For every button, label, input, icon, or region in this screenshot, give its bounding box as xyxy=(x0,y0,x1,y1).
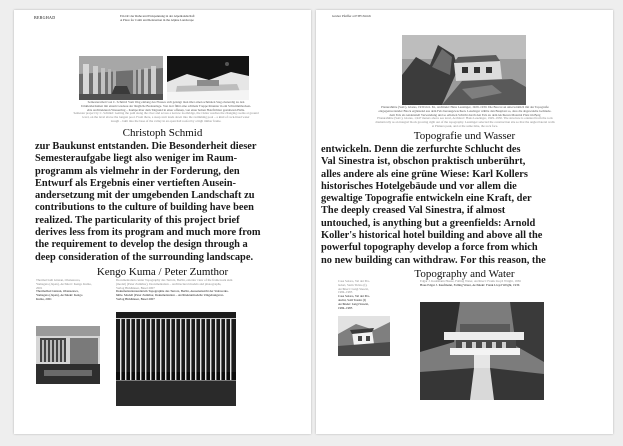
snow-bath-photo xyxy=(167,56,249,100)
caption-line: entgegenwertender Block ergänzend aus dem Fels herausgewachsen. Leuzinger wählte den Bauplatz so, dass die abgewandte Gebäude- xyxy=(378,108,552,113)
caption-line: Yamagata (Japan), Architect: Kengo Kuma, xyxy=(36,281,92,286)
planura-hut-photo xyxy=(402,35,526,105)
body-line: entwickeln. Denn die zerfurchte Schlucht des xyxy=(321,144,521,155)
body-line: The deeply creased Val Sinestra, if almost xyxy=(321,205,506,217)
body-line: programm als vielmehr in der Forderung, den xyxy=(35,165,240,177)
running-head-right: Gruber Pfeiffer at ETH Zürich xyxy=(332,14,371,18)
caption-line: Dokumentationszentrum Topographie des Terrors, Berlin, Aussenansicht der Stabwerks- xyxy=(116,289,229,294)
caption-ginzan xyxy=(36,279,94,302)
right-page xyxy=(316,10,613,434)
caption-line: Architekt: Luigi Snozzi, xyxy=(338,301,369,306)
body-line: untouched, is anything but a greenfields: Arnold xyxy=(321,217,536,229)
body-line: Semesteraufgabe liegt also weniger im Raum- xyxy=(35,153,238,165)
caption-line: trough – built into the base of the valley in an open hall roofed by a high timber frame. xyxy=(110,118,222,123)
body-line: contributions to the culture of building have been xyxy=(35,202,254,214)
body-line: powerful topography develop a force from which xyxy=(321,242,538,254)
body-line: Koller's historical hotel building and above all the xyxy=(321,230,543,242)
caption-line: at Planura peak, and at the same time, the rock face. xyxy=(431,123,499,128)
body-line: deep consideration of the surrounding landscape. xyxy=(35,251,254,263)
body-line: Val Sinestra ist, obschon praktisch unberührt, xyxy=(321,156,526,168)
body-text-left xyxy=(35,141,309,264)
caption-casa-solaro xyxy=(338,280,394,310)
caption-line: Planurahütte (SAC), Glarus, 1,947 meters above sea level, Architect: Hans Leuzinger, 1929–1930. The structure is oriented from the rock xyxy=(377,116,553,121)
caption-line: Planurahütte (SAC), Glarus, 1930 m ü. M., Architekt: Hans Leuzinger, 1929–1930. Die Bau ist an unterwirklich mit der Topografie xyxy=(381,105,549,109)
header-line-de: Ein Ort der Ruhe und Entspannung in der Alpenlandschaft xyxy=(120,14,195,18)
caption-line: Architect: Luigi Snozzi, xyxy=(338,286,369,291)
section-title-topografie: Topografie und Wasser xyxy=(413,130,516,142)
body-line: andersetzung mit der umgebenden Landschaft zu xyxy=(35,190,255,202)
header-line-en: A Place for Calm and Relaxation in the Alpine Landscape xyxy=(120,17,194,22)
caption-line: Casa Solaro, Val dei Pra- xyxy=(338,294,370,299)
caption-line: Edgar J. Kaufmann House, Falling Water, Architect: Frank Lloyd Wright, 1936 xyxy=(420,279,521,283)
caption-line: Verlag Birkhäuser, Basel 2007 xyxy=(116,296,155,301)
body-line: derives less from its program and much more from xyxy=(35,227,261,239)
caption-line: dramatically as an integral block growing right out of the topography. Leuzinger selected the construction site so that the angled lateral walls xyxy=(375,120,555,125)
caption-line: Casa Solaro, Val dei Pra- xyxy=(338,279,370,283)
body-line: realized. The particularity of this project brief xyxy=(35,214,240,226)
caption-line: level, on the level above the longest pool. From there, a steep stair leads down into the swimming pool – a kind of rock-lined water xyxy=(82,115,250,120)
caption-line: ebis Architekturen Wasserring – Kampe über dem Talgrund in einer offenen, von einer hohen Holzfichtier gestalteten Halle. xyxy=(87,107,245,112)
top-caption-right xyxy=(334,106,596,129)
body-line: the requirement to develop the design through a xyxy=(35,239,248,251)
section-title-topography-water: Topography and Water xyxy=(414,268,515,280)
caption-line: Kuma, 2001 xyxy=(36,296,52,301)
body-line: no new building can withdraw. For this reason, the xyxy=(321,254,546,266)
ginzan-bath-photo xyxy=(36,326,100,384)
caption-line: dem Fels als tendenziell Verwendung und so erhoben Schicht durch den Fels zu dem leichteren Material Platz im Berg xyxy=(389,112,541,117)
caption-topography-terror xyxy=(116,279,294,302)
caption-line: Verlag Birkhäuser, Basel 2007 xyxy=(116,285,155,290)
caption-line: ladori, Stein Ticino (I), xyxy=(338,282,368,287)
top-caption-left xyxy=(36,101,296,124)
zumthor-model-photo xyxy=(116,312,236,406)
body-text-right xyxy=(321,144,606,267)
running-head-left: BERGHAD xyxy=(34,15,56,20)
caption-line: 1984–1985 xyxy=(338,305,353,310)
casa-solaro-photo xyxy=(338,316,390,356)
caption-line: 2001 xyxy=(36,285,43,290)
caption-falling-water xyxy=(420,280,600,288)
caption-line: hülle. Modell (Peter Zumthor, Dokumentation – Architekturmodelle Umgebungsver- xyxy=(116,293,225,298)
falling-water-photo xyxy=(420,302,544,400)
section-title-christoph-schmid: Christoph Schmid xyxy=(122,127,203,139)
caption-line: Thermalbad Ginzan, Obanazawa, xyxy=(36,289,79,294)
caption-line: Umkleideräumen mit einem Gradeau der längliche Badeanlage. Von dort führt eine schmale Treppe hinunter in ein Schwimmbecken- xyxy=(80,103,252,108)
caption-line: Documentation center Topography des Terrors, Berlin, exterior view of the framework skin xyxy=(116,278,233,282)
body-line: gewaltige Topografie entwickeln eine Kraft, der xyxy=(321,193,532,205)
caption-line: Thermal bath Ginzan, Obanazawa, xyxy=(36,278,81,282)
section-title-kuma-zumthor: Kengo Kuma / Peter Zumthor xyxy=(96,266,229,278)
caption-line: Yamagata (Japan), Architekt: Kengo xyxy=(36,293,83,298)
page-header-left xyxy=(120,15,300,23)
body-line: Entwurf als Ergebnis einer vertieften Ausein- xyxy=(35,177,236,189)
caption-line: 1984–1985 xyxy=(338,290,353,295)
body-line: historisches Hotelgebäude und vor allem die xyxy=(321,180,517,192)
caption-line: (model) (Peter Zumthor), Documentation – Architectural models and photographs, xyxy=(116,281,222,286)
body-line: alles andere als eine grüne Wiese: Karl Kollers xyxy=(321,168,528,180)
pool-interior-photo xyxy=(79,56,163,100)
caption-line: Semester project by C. Schmid: Getting the path along the river and across a narrow footbridge, the visitor reaches the changing rooms at ground xyxy=(73,111,259,116)
left-page xyxy=(14,10,311,434)
caption-line: Haus Edgar J. Kaufmann, Falling Water, Architekt: Frank Lloyd Wright, 1936 xyxy=(420,282,520,287)
caption-line: Semesterarbeit von C. Schmid: Vom Weg entlang des Flusses sich gelangt man über einen schmalen Steg ebenerdig zu den xyxy=(87,100,245,104)
body-line: zur Baukunst entstanden. Die Besonderheit dieser xyxy=(35,141,257,152)
caption-line: dorini, Sobl Tessin (I) xyxy=(338,297,366,302)
